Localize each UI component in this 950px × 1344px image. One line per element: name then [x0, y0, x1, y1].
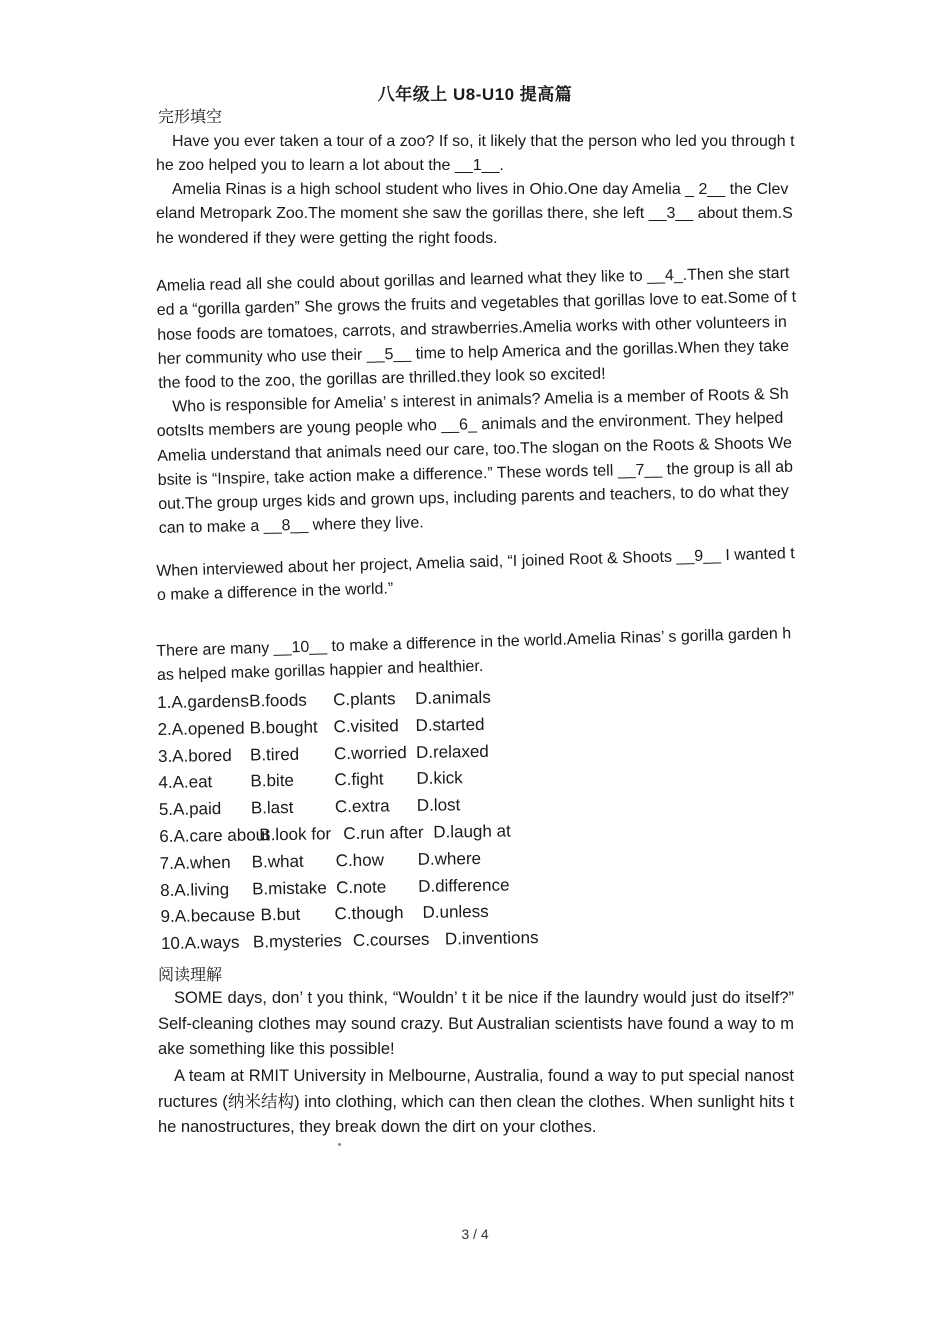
cloze-paragraph-4: Who is responsible for Amelia’ s interest in animals? Amelia is a member of Roots & ShootsIts members are young people who __6_ animals and the environment. They helped Amelia understand that animals need our care, too.The slogan on the Roots & Shoots Website is “Inspire, take action make a difference.” These words tell __7__ the group is all about.The group urges kids and grown ups, including parents and teachers, to do what they can to make a __8__ where they live.	[156, 385, 794, 538]
scan-speck	[338, 1143, 341, 1146]
cloze-paragraph-2: Amelia Rinas is a high school student who lives in Ohio.One day Amelia _ 2__ the Cleveland Metropark Zoo.The moment she saw the gorillas there, she left __3__ about them.She wondered if they were getting the right foods.	[156, 181, 793, 247]
reading-section-label: 阅读理解	[158, 967, 223, 984]
option-row-9: 9.A.because B.but C.though D.unless	[160, 902, 489, 927]
option-row-10: 10.A.ways B.mysteries C.courses D.inventions	[160, 928, 539, 954]
option-row-5: 5.A.paid B.last C.extra D.lost	[158, 795, 461, 820]
cloze-paragraph-3: Amelia read all she could about gorillas and learned what they like to __4_.Then she started a “gorilla garden” She grows the fruits and vegetables that gorillas love to eat.Some of those foods are tomatoes, carrots, and strawberries.Amelia works with other volunteers in her community who use their __5__ time to help America and the gorillas.When they take the food to the zoo, the gorillas are thrilled.they look so excited!	[156, 264, 797, 393]
cloze-paragraph-1: Have you ever taken a tour of a zoo? If so, it likely that the person who led you through the zoo helped you to learn a lot about the __1__.	[156, 133, 795, 175]
cloze-section-label: 完形填空	[158, 109, 223, 126]
option-row-7: 7.A.when B.what C.how D.where	[159, 848, 482, 873]
page-number: 3 / 4	[461, 1226, 489, 1242]
page-title: 八年级上 U8-U10 提高篇	[377, 85, 573, 104]
option-row-1: 1.A.gardens B.foods C.plants D.animals	[157, 687, 491, 712]
cloze-paragraph-5: When interviewed about her project, Amelia said, “I joined Root & Shoots __9__ I wanted to make a difference in the world.”	[156, 545, 795, 605]
option-row-6: 6.A.care about B.look for C.run after D.laugh at	[159, 821, 511, 846]
options-list	[157, 684, 555, 958]
option-row-8: 8.A.living B.mistake C.note D.difference	[159, 875, 510, 900]
cloze-paragraph-6: There are many __10__ to make a difference in the world.Amelia Rinas’ s gorilla garden has helped make gorillas happier and healthier.	[156, 625, 792, 685]
option-row-4: 4.A.eat B.bite C.fight D.kick	[158, 768, 463, 793]
option-row-3: 3.A.bored B.tired C.worried D.relaxed	[157, 741, 489, 766]
reading-paragraph-2: A team at RMIT University in Melbourne, Australia, found a way to put special nanostructures (纳米结构) into clothing, which can then clean the clothes. When sunlight hits the nanostructures, they break down the dirt on your clothes.	[158, 1067, 794, 1137]
option-row-2: 2.A.opened B.bought C.visited D.started	[157, 714, 485, 739]
reading-paragraph-1: SOME days, don’ t you think, “Wouldn’ t it be nice if the laundry would just do itself?” Self-cleaning clothes may sound crazy. But Australian scientists have found a way to make something like this possible!	[158, 989, 794, 1059]
